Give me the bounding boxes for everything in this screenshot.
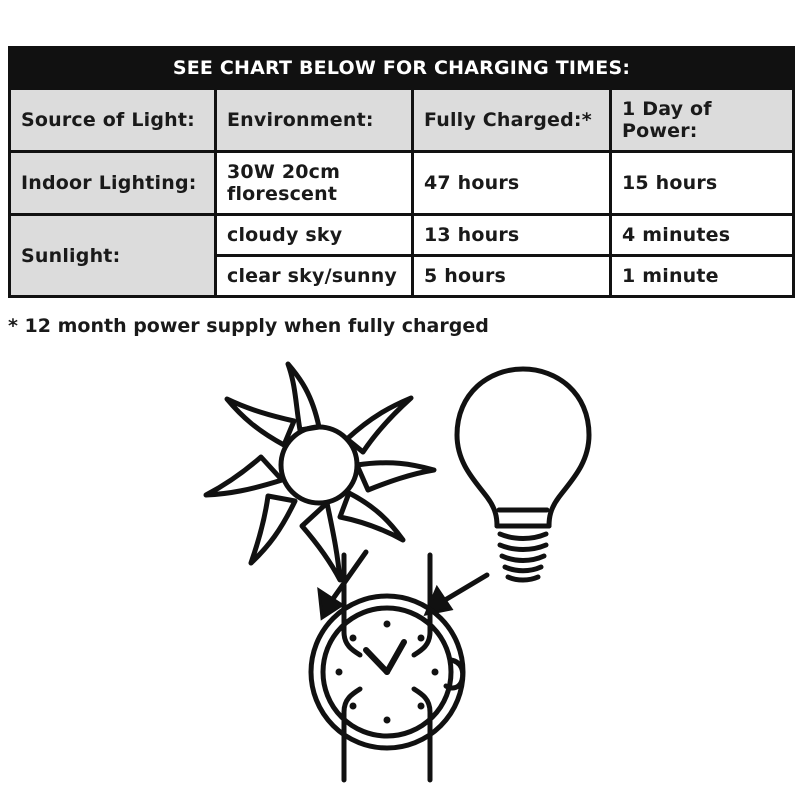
table-header-row bbox=[10, 89, 794, 152]
wrist-watch-icon bbox=[311, 555, 463, 780]
charging-illustration bbox=[0, 360, 800, 790]
light-bulb-icon bbox=[457, 369, 589, 580]
charging-times-chart bbox=[8, 46, 792, 298]
cell-environment: cloudy sky bbox=[216, 215, 413, 256]
cell-one-day-power: 4 minutes bbox=[611, 215, 794, 256]
cell-one-day-power: 1 minute bbox=[611, 256, 794, 297]
chart-title: SEE CHART BELOW FOR CHARGING TIMES: bbox=[10, 48, 794, 89]
cell-one-day-power: 15 hours bbox=[611, 152, 794, 215]
arrow-down-right-icon bbox=[426, 575, 487, 614]
table-title-row bbox=[10, 48, 794, 89]
cell-fully-charged: 5 hours bbox=[413, 256, 611, 297]
cell-environment: clear sky/sunny bbox=[216, 256, 413, 297]
cell-environment: 30W 20cm florescent bbox=[216, 152, 413, 215]
column-header-one-day-power: 1 Day of Power: bbox=[611, 89, 794, 152]
column-header-source: Source of Light: bbox=[10, 89, 216, 152]
row-label-sunlight: Sunlight: bbox=[10, 215, 216, 297]
cell-fully-charged: 13 hours bbox=[413, 215, 611, 256]
column-header-fully-charged: Fully Charged:* bbox=[413, 89, 611, 152]
sun-icon bbox=[206, 364, 434, 580]
table-row bbox=[10, 152, 794, 215]
charging-table bbox=[8, 46, 795, 298]
chart-footnote: * 12 month power supply when fully charged bbox=[8, 315, 489, 337]
column-header-environment: Environment: bbox=[216, 89, 413, 152]
table-row bbox=[10, 215, 794, 256]
cell-fully-charged: 47 hours bbox=[413, 152, 611, 215]
row-label-indoor-lighting: Indoor Lighting: bbox=[10, 152, 216, 215]
